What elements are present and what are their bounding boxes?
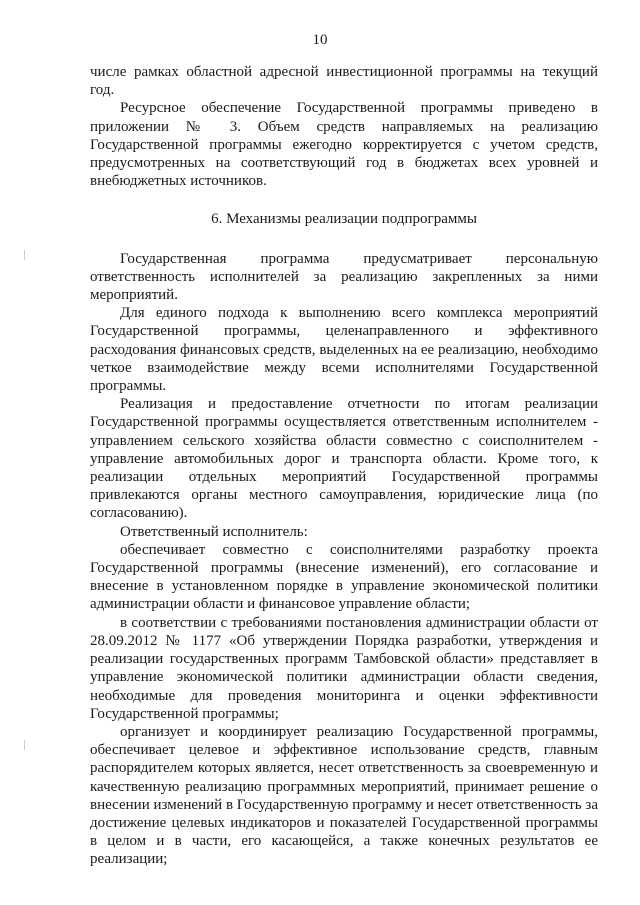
paragraph: Ресурсное обеспечение Государственной программы приведено в приложении № 3. Объем средств направляемых на реализацию Государственной программы ежегодно корректируется с учетом средств, предусмотренных на соответствующий год в бюджетах всех уровней и внебюджетных источников. — [90, 100, 598, 190]
document-body — [90, 63, 598, 869]
paragraph: обеспечивает совместно с соисполнителями разработку проекта Государственной программы (внесение изменений), его согласование и внесение в установленном порядке в управление экономической политики администрации области и финансовое управление области; — [90, 541, 598, 613]
paragraph: Реализация и предоставление отчетности по итогам реализации Государственной программы осуществляется ответственным исполнителем - управлением сельского хозяйства области совместно с соисполнителем - управление автомобильных дорог и транспорта области. Кроме того, к реализации отдельных мероприятий Государственной программы привлекаются органы местного самоуправления, юридические лица (по согласованию). — [90, 396, 598, 522]
section-heading: 6. Механизмы реализации подпрограммы — [211, 211, 477, 228]
scan-edge-mark — [24, 740, 25, 750]
paragraph: числе рамках областной адресной инвестиционной программы на текущий год. — [90, 64, 598, 99]
paragraph: Ответственный исполнитель: — [120, 523, 308, 540]
paragraph: в соответствии с требованиями постановления администрации области от 28.09.2012 № 1177 «Об утверждении Порядка разработки, утверждения и реализации государственных программ Тамбовской области» представляет в управление экономической политики администрации области сведения, необходимые для проведения мониторинга и оценки эффективности Государственной программы; — [90, 614, 598, 722]
paragraph: Государственная программа предусматривает персональную ответственность исполнителей за реализацию закрепленных за ними мероприятий. — [90, 250, 598, 304]
scan-edge-mark — [24, 250, 25, 260]
paragraph: Для единого подхода к выполнению всего комплекса мероприятий Государственной программы, целенаправленного и эффективного расходования финансовых средств, выделенных на ее реализацию, необходимо четкое взаимодействие между всеми исполнителями Государственной программы. — [90, 305, 598, 395]
paragraph: организует и координирует реализацию Государственной программы, обеспечивает целевое и эффективное использование средств, главным распорядителем которых является, несет ответственность за своевременную и качественную реализацию программных мероприятий, принимает решение о внесении изменений в Государственную программу и несет ответственность за достижение целевых индикаторов и показателей Государственной программы в целом и в части, его касающейся, а также конечных результатов ее реализации; — [90, 723, 598, 868]
page-number: 10 — [312, 32, 328, 48]
